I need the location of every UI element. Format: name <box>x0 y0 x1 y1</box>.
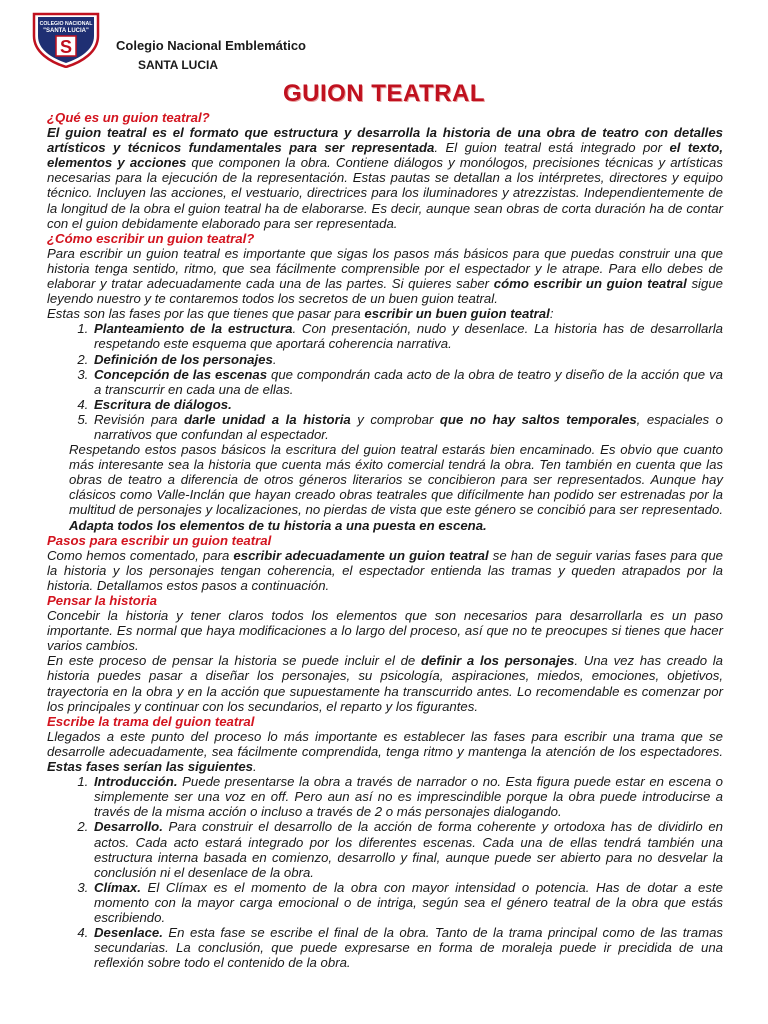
document-title: GUION TEATRAL <box>282 80 486 107</box>
paragraph: Para escribir un guion teatral es importante que sigas los pasos más básicos para que puedas construir una que historia tenga sentido, ritmo, que sea fácilmente comprensible por el espectador y le atrape. Para ello debes de elaborar y tratar adecuadamente cada una de las partes. Si quieres saber cómo escribir un guion teatral sigue leyendo nuestro y te contaremos todos los secretos de un buen guion teatral. <box>47 245 723 307</box>
list-item: 5. Revisión para darle unidad a la historia y comprobar que no hay saltos temporales, espaciales o narrativos que confundan al espectador. <box>92 412 723 442</box>
list-item: 3. Clímax. El Clímax es el momento de la obra con mayor intensidad o potencia. Has de dotar a este momento con la mayor carga emocional o de intriga, según sea el género teatral de la obra que estás escribiendo. <box>92 880 723 925</box>
section-heading-que-es: ¿Qué es un guion teatral? <box>47 110 210 125</box>
school-name: Colegio Nacional Emblemático <box>116 38 306 53</box>
paragraph: Concebir la historia y tener claros todos los elementos que son necesarios para desarrollarla es un paso importante. Es normal que haya modificaciones a lo largo del proceso, así que no te preocupes si tienes que hacer varios cambios. <box>47 608 723 654</box>
section-heading-trama: Escribe la trama del guion teatral <box>47 713 255 729</box>
document-body <box>47 110 723 970</box>
plot-phases-list <box>47 774 723 970</box>
svg-text:"SANTA LUCIA": "SANTA LUCIA" <box>43 28 89 34</box>
list-item: 2. Definición de los personajes. <box>92 352 723 367</box>
svg-text:S: S <box>59 37 73 57</box>
list-item: 3. Concepción de las escenas que compondrán cada acto de la obra de teatro y diseño de la acción que va a transcurrir en cada una de ellas. <box>92 367 723 397</box>
school-city: SANTA LUCIA <box>138 58 218 72</box>
section-heading-como-escribir: ¿Cómo escribir un guion teatral? <box>47 230 255 246</box>
paragraph: Llegados a este punto del proceso lo más importante es establecer las fases para escribir una trama que se desarrolle adecuadamente, sea fácilmente comprendida, tenga ritmo y mantenga la atención de los espectadores. Estas fases serían las siguientes. <box>47 728 723 775</box>
list-item: 2. Desarrollo. Para construir el desarrollo de la acción de forma coherente y ortodoxa has de dividirlo en actos. Cada acto estará integrado por los diferentes escenas. Cada una de ellas tendrá también una estructura interna basada en comienzo, desarrollo y final, aunque puede ser abierto para no desvelar la conclusión ni el desenlace de la obra. <box>92 819 723 879</box>
list-item: 1. Introducción. Puede presentarse la obra a través de narrador o no. Esta figura puede estar en escena o simplemente ser una voz en off. Pero aun así no es imprescindible porque la obra puede introducirse a través de la misma acción o incluso a través de 2 o más personajes dialogando. <box>92 774 723 819</box>
paragraph: En este proceso de pensar la historia se puede incluir el de definir a los personajes. Una vez has creado la historia puedes pasar a diseñar los personajes, su psicología, aspiraciones, miedos, emociones, objetivos, trayectoria en la obra y en la acción que supuestamente ha transcurrido antes. Lo recomendable es comenzar por los principales y continuar con los secundarios, el reparto y los figurantes. <box>47 653 724 714</box>
paragraph: Estas son las fases por las que tienes que pasar para escribir un buen guion teatral: <box>47 306 554 322</box>
svg-text:COLEGIO NACIONAL: COLEGIO NACIONAL <box>39 21 93 27</box>
paragraph: Respetando estos pasos básicos la escritura del guion teatral estarás bien encaminado. Es obvio que cuanto más interesante sea la historia que cuenta más éxito comercial tendrá la obra. Ten también en cuenta que las obras de teatro a diferencia de otros géneros literarios se concibieron para ser representados. Aunque hay clásicos como Valle-Inclán que hayan creado obras teatrales que difícilmente han podido ser estrenadas por la multitud de personajes y localizaciones, no pierdas de vista que este género se concibió para ser representado. Adapta todos los elementos de tu historia a una puesta en escena. <box>69 442 723 533</box>
list-item: 4. Desenlace. En esta fase se escribe el final de la obra. Tanto de la trama principal como de las tramas secundarias. La conclusión, que puede expresarse en forma de moraleja puede ir precidida de una reflexión sobre todo el contenido de la obra. <box>92 925 723 970</box>
paragraph: El guion teatral es el formato que estructura y desarrolla la historia de una obra de teatro con detalles artísticos y técnicos fundamentales para ser representada. El guion teatral está integrado por el texto, elementos y acciones que componen la obra. Contiene diálogos y monólogos, precisiones técnicas y artísticas necesarias para la ejecución de la representación. Estas pautas se detallan a los intérpretes, directores y equipo técnico. Incluyen las acciones, el vestuario, directrices para los iluminadores y atrezzistas. Independientemente de la longitud de la obra el guion teatral ha de elaborarse. Es decir, aunque sean obras de corta duración ha de contar con el guion debidamente elaborado para ser representada. <box>47 125 723 231</box>
school-crest-logo <box>32 10 100 68</box>
list-item: 4. Escritura de diálogos. <box>92 397 723 412</box>
phases-list <box>47 321 723 442</box>
section-heading-pasos: Pasos para escribir un guion teatral <box>47 532 272 548</box>
document-header <box>32 10 732 80</box>
list-item: 1. Planteamiento de la estructura. Con presentación, nudo y desenlace. La historia has de desarrollarla respetando este esquema que aportará coherencia narrativa. <box>92 321 723 351</box>
paragraph: Como hemos comentado, para escribir adecuadamente un guion teatral se han de seguir varias fases para que la historia y los personajes tengan coherencia, el espectador entienda las tramas y queden atrapados por la historia. Detallamos estos pasos a continuación. <box>47 547 723 593</box>
section-heading-pensar-historia: Pensar la historia <box>47 593 157 608</box>
